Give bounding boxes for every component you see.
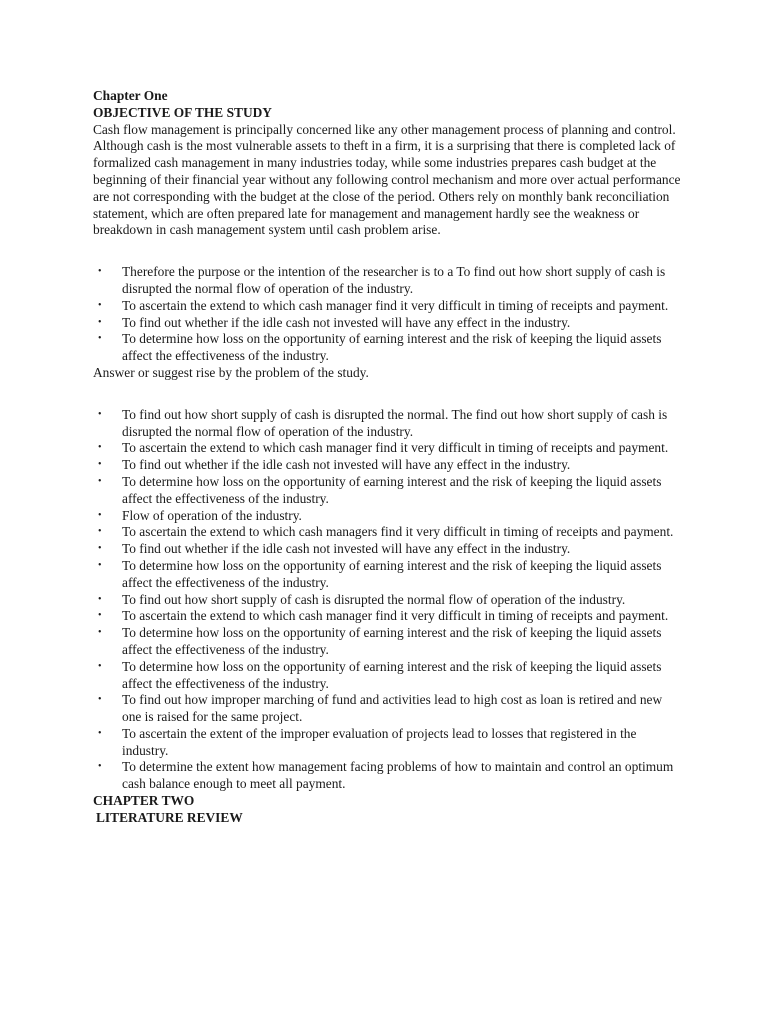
list-item [93, 524, 683, 541]
document-page [93, 88, 683, 827]
list-item [93, 298, 683, 315]
list-item-text: To determine how loss on the opportunity of earning interest and the risk of keeping the liquid assets affect the effectiveness of the industry. [122, 331, 662, 364]
list-item-text: To determine how loss on the opportunity of earning interest and the risk of keeping the liquid assets affect the effectiveness of the industry. [122, 473, 662, 506]
bullet-icon: • [98, 593, 102, 605]
bullet-icon: • [98, 694, 102, 706]
bullet-icon: • [98, 299, 102, 311]
chapter-one-title: Chapter One [93, 88, 168, 103]
list-item [93, 440, 683, 457]
literature-review-heading: LITERATURE REVIEW [96, 809, 243, 825]
list-item [93, 592, 683, 609]
list-item [93, 692, 683, 726]
bullet-icon: • [98, 660, 102, 672]
paragraph-spacer [93, 239, 683, 264]
list-item-text: To determine how loss on the opportunity of earning interest and the risk of keeping the liquid assets affect the effectiveness of the industry. [122, 557, 662, 590]
list-item-text: To determine how loss on the opportunity of earning interest and the risk of keeping the liquid assets affect the effectiveness of the industry. [122, 658, 662, 691]
objective-heading: OBJECTIVE OF THE STUDY [93, 104, 272, 120]
bullet-icon: • [98, 333, 102, 345]
list-item-text: To find out whether if the idle cash not invested will have any effect in the industry. [122, 541, 571, 557]
bullet-icon: • [98, 526, 102, 538]
list-item-text: To find out whether if the idle cash not invested will have any effect in the industry. [122, 314, 571, 330]
list-item-text: To determine the extent how management facing problems of how to maintain and control an optimum cash balance enough to meet all payment. [122, 759, 674, 792]
list-item [93, 264, 683, 298]
bullet-icon: • [98, 266, 102, 278]
list-item-text: To ascertain the extend to which cash managers find it very difficult in timing of receipts and payment. [122, 524, 674, 540]
list-item-text: To ascertain the extent of the improper evaluation of projects lead to losses that registered in the industry. [122, 725, 637, 758]
list-item [93, 331, 683, 365]
bullet-icon: • [98, 559, 102, 571]
bullet-icon: • [98, 627, 102, 639]
list-item [93, 474, 683, 508]
bullet-icon: • [98, 408, 102, 420]
bullet-icon: • [98, 610, 102, 622]
list-item-text: To find out whether if the idle cash not invested will have any effect in the industry. [122, 457, 571, 473]
list-item-text: Therefore the purpose or the intention of the researcher is to a To find out how short supply of cash is disrupted the normal flow of operation of the industry. [122, 264, 666, 296]
list-item [93, 759, 683, 793]
bullet-icon: • [98, 316, 102, 328]
list-item-text: To ascertain the extend to which cash manager find it very difficult in timing of receipts and payment. [122, 297, 669, 313]
list-item [93, 541, 683, 558]
list-item-text: To ascertain the extend to which cash manager find it very difficult in timing of receipts and payment. [122, 608, 669, 624]
paragraph-spacer [93, 382, 683, 407]
first-bullet-list [93, 264, 683, 365]
bullet-icon: • [98, 761, 102, 773]
list-item-text: To find out how short supply of cash is disrupted the normal. The find out how short supply of cash is disrupted the normal flow of operation of the industry. [122, 406, 668, 439]
list-item [93, 315, 683, 332]
list-item-text: To ascertain the extend to which cash manager find it very difficult in timing of receipts and payment. [122, 440, 669, 456]
list-item-text: To find out how short supply of cash is disrupted the normal flow of operation of the industry. [122, 591, 626, 607]
list-item [93, 407, 683, 441]
list-item [93, 558, 683, 592]
list-item [93, 457, 683, 474]
answer-line: Answer or suggest rise by the problem of the study. [93, 364, 369, 380]
bullet-icon: • [98, 475, 102, 487]
list-item-text: Flow of operation of the industry. [122, 507, 302, 523]
list-item [93, 659, 683, 693]
list-item [93, 608, 683, 625]
bullet-icon: • [98, 727, 102, 739]
list-item-text: To find out how improper marching of fund and activities lead to high cost as loan is retired and new one is raised for the same project. [122, 692, 663, 725]
list-item [93, 508, 683, 525]
bullet-icon: • [98, 543, 102, 555]
intro-paragraph: Cash flow management is principally concerned like any other management process of planning and control. Although cash is the most vulnerable assets to theft in a firm, it is a surprising that there is completed lack of formalized cash management in many industries today, while some industries prepares cash budget at the beginning of their financial year without any following control mechanism and more over actual performance are not corresponding with the budget at the close of the period. Others rely on monthly bank reconciliation statement, which are often prepared late for management and management hardly see the weakness or breakdown in cash management system until cash problem arise. [93, 121, 681, 238]
list-item [93, 625, 683, 659]
chapter-two-title: CHAPTER TWO [93, 793, 195, 809]
bullet-icon: • [98, 442, 102, 454]
bullet-icon: • [98, 509, 102, 521]
second-bullet-list [93, 407, 683, 793]
list-item [93, 726, 683, 760]
list-item-text: To determine how loss on the opportunity of earning interest and the risk of keeping the liquid assets affect the effectiveness of the industry. [122, 625, 662, 657]
bullet-icon: • [98, 459, 102, 471]
